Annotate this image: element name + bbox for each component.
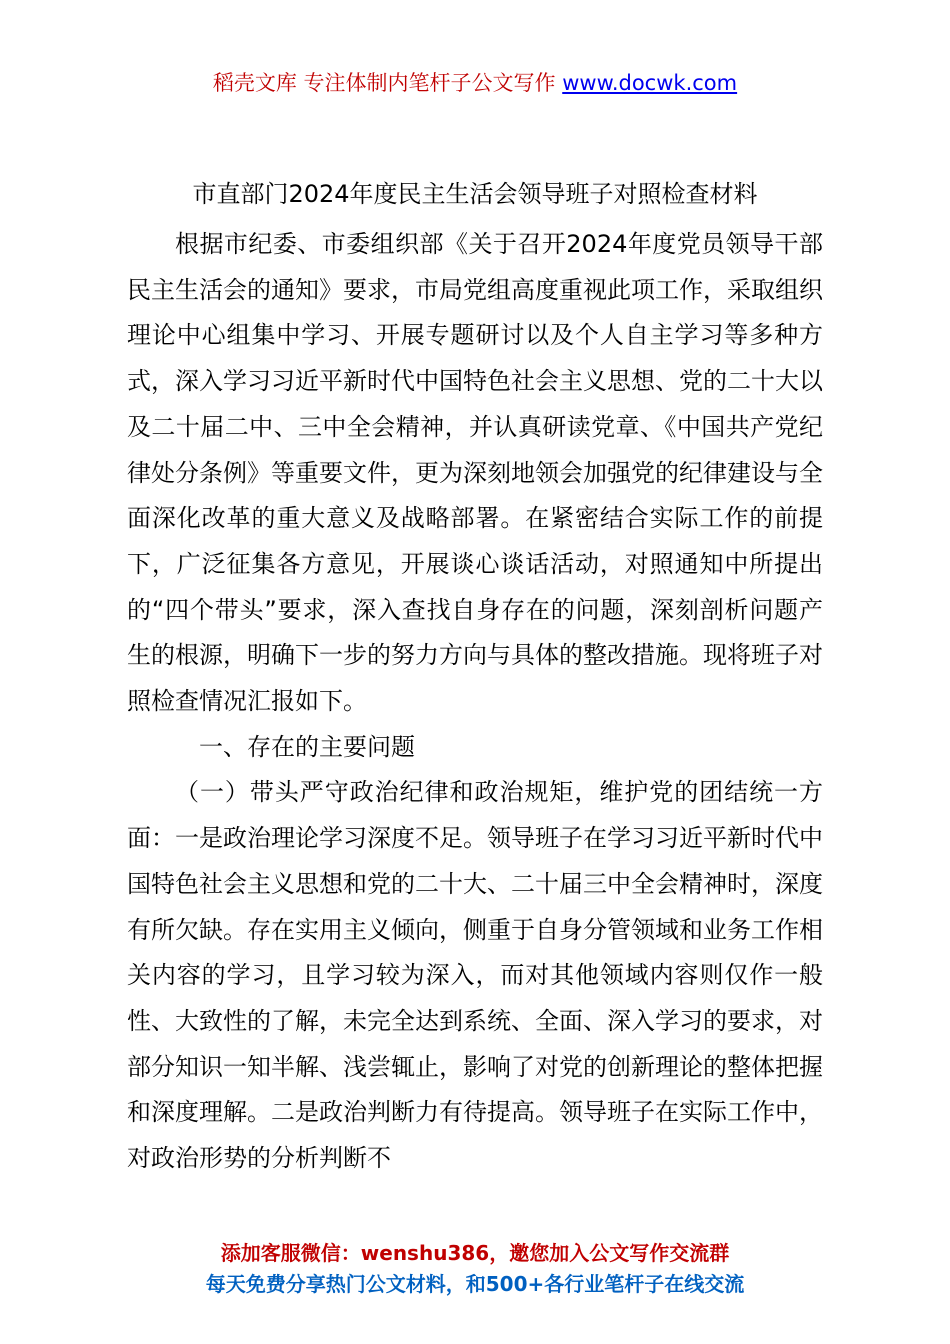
document-title: 市直部门2024年度民主生活会领导班子对照检查材料: [192, 180, 758, 208]
page-header: [0, 68, 950, 98]
body-paragraph-intro: 根据市纪委、市委组织部《关于召开2024年度党员领导干部民主生活会的通知》要求，市局党组高度重视此项工作，采取组织理论中心组集中学习、开展专题研讨以及个人自主学习等多种方式，深入学习习近平新时代中国特色社会主义思想、党的二十大以及二十届二中、三中全会精神，并认真研读党章、《中国共产党纪律处分条例》等重要文件，更为深刻地领会加强党的纪律建设与全面深化改革的重大意义及战略部署。在紧密结合实际工作的前提下，广泛征集各方意见，开展谈心谈话活动，对照通知中所提出的“四个带头”要求，深入查找自身存在的问题，深刻剖析问题产生的根源，明确下一步的努力方向与具体的整改措施。现将班子对照检查情况汇报如下。: [127, 230, 823, 716]
body-paragraph-problems: （一）带头严守政治纪律和政治规矩，维护党的团结统一方面：一是政治理论学习深度不足。领导班子在学习习近平新时代中国特色社会主义思想和党的二十大、二十届三中全会精神时，深度有所欠缺。存在实用主义倾向，侧重于自身分管领域和业务工作相关内容的学习，且学习较为深入，而对其他领域内容则仅作一般性、大致性的了解，未完全达到系统、全面、深入学习的要求，对部分知识一知半解、浅尝辄止，影响了对党的创新理论的整体把握和深度理解。二是政治判断力有待提高。领导班子在实际工作中，对政治形势的分析判断不: [127, 778, 823, 1173]
header-website-link[interactable]: www.docwk.com: [562, 71, 738, 95]
header-brand-text: 稻壳文库 专注体制内笔杆子公文写作: [212, 71, 563, 95]
page-footer: [0, 1238, 950, 1300]
footer-share-line: 每天免费分享热门公文材料，和500+各行业笔杆子在线交流: [205, 1272, 745, 1296]
footer-wechat-line: 添加客服微信：wenshu386，邀您加入公文写作交流群: [220, 1241, 730, 1265]
section-heading: 一、存在的主要问题: [199, 732, 415, 761]
document-body: [127, 222, 823, 1182]
